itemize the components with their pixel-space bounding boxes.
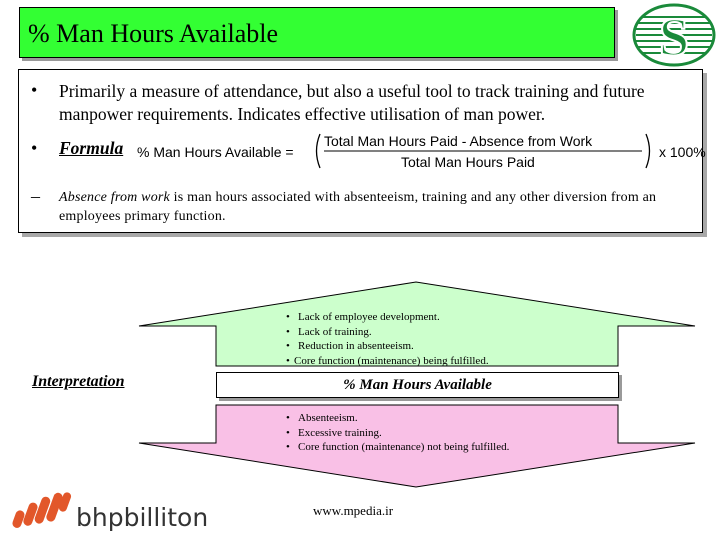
list-item: • Reduction in absenteeism.	[286, 340, 414, 352]
absence-term: Absence from work	[59, 190, 170, 205]
list-item: • Core function (maintenance) being fulfilled.	[286, 354, 489, 367]
page-title: % Man Hours Available	[28, 19, 279, 48]
interpretation-label: Interpretation	[32, 373, 125, 390]
formula-numerator: Total Man Hours Paid - Absence from Work	[324, 133, 593, 149]
description-text: Primarily a measure of attendance, but also a useful tool to track training and future manpower requirements. Indicates effective utilisation of man power.	[59, 81, 645, 124]
dash: –	[31, 186, 40, 206]
bullet: •	[31, 80, 38, 100]
formula-multiplier: x 100%	[659, 144, 706, 160]
svg-text:S: S	[658, 7, 690, 67]
bhp-logo-text: bhpbilliton	[76, 503, 209, 532]
formula-lhs: % Man Hours Available =	[137, 144, 294, 160]
formula-denominator: Total Man Hours Paid	[401, 154, 535, 170]
list-item: • Core function (maintenance) not being fulfilled.	[286, 441, 510, 453]
bhp-dots-icon	[11, 491, 72, 529]
list-item: • Excessive training.	[286, 426, 382, 439]
bullet: •	[31, 138, 38, 158]
formula-label: Formula	[59, 138, 124, 158]
website-url: www.mpedia.ir	[313, 503, 394, 518]
list-item: • Lack of employee development.	[286, 311, 440, 323]
up-list	[286, 310, 489, 368]
bhp-billiton-logo	[8, 488, 228, 536]
down-list	[286, 411, 509, 455]
absence-text: is man hours associated with absenteeism, training and any other diversion from an employees primary function.	[59, 190, 657, 224]
list-item: • Lack of training.	[286, 325, 372, 338]
center-label: % Man Hours Available	[216, 372, 619, 398]
list-item: • Absenteeism.	[286, 412, 358, 424]
